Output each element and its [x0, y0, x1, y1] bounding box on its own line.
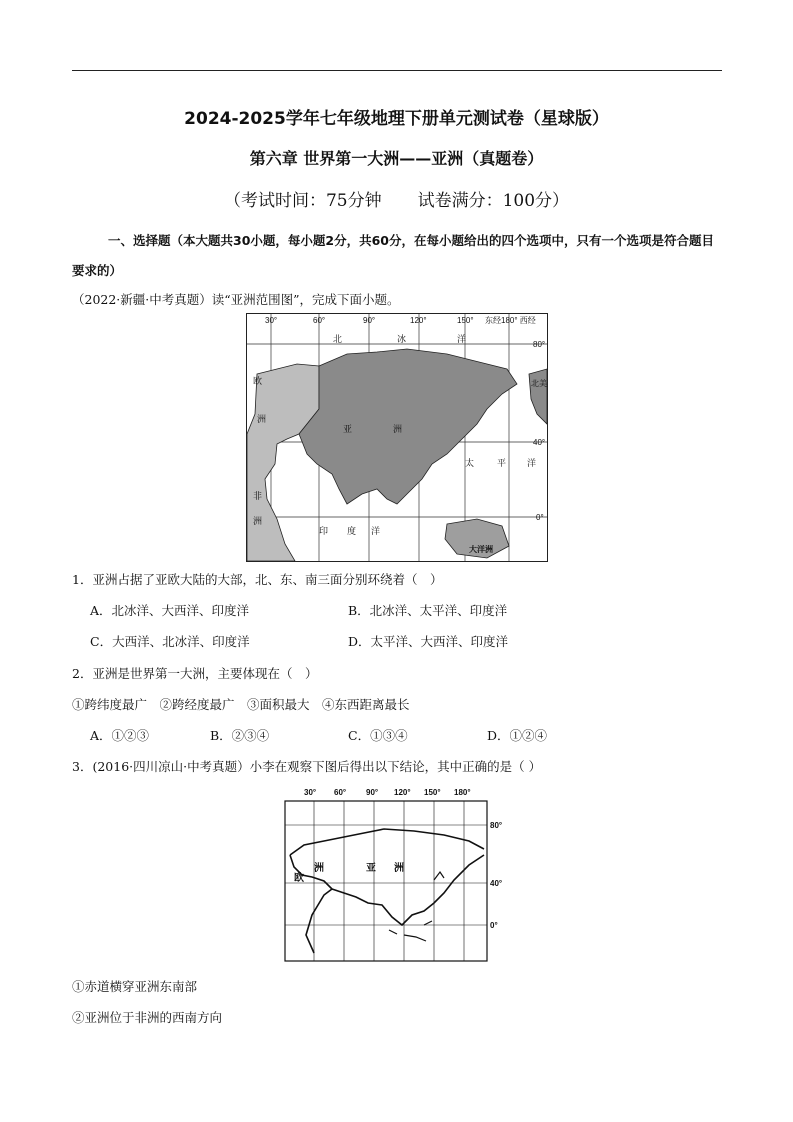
map1-lat-40: 40° — [533, 438, 546, 447]
label-bei: 北 — [333, 335, 343, 345]
q1-option-b[interactable]: B．北冰洋、太平洋、印度洋 — [348, 603, 508, 618]
asia-outline-map — [284, 785, 503, 961]
map2-lat-labels — [490, 821, 502, 930]
q1-option-d[interactable]: D．太平洋、大西洋、印度洋 — [348, 634, 509, 649]
section-heading: 一、选择题（本大题共30小题，每小题2分，共60分，在每小题给出的四个选项中，只有一个选项是符合题目要求的） — [72, 233, 714, 278]
header-rule — [72, 70, 722, 71]
graticule-2 — [285, 801, 487, 961]
map1-lat-0: 0° — [536, 513, 544, 522]
map1-label-30: 30° — [265, 316, 278, 325]
coastline — [290, 829, 484, 953]
label-yin: 印 — [319, 527, 329, 537]
label-bing: 冰 — [397, 335, 407, 345]
label-ping: 平 — [497, 459, 507, 469]
map1-lat-labels — [533, 340, 545, 522]
map2-label-ya: 亚 — [366, 863, 376, 874]
map1-label-120: 120° — [410, 316, 427, 325]
q2-option-c[interactable]: C．①③④ — [348, 728, 408, 743]
question-intro: （2022·新疆·中考真题）读“亚洲范围图”，完成下面小题。 — [72, 292, 400, 307]
label-tai: 太 — [465, 459, 475, 469]
label-zhou1: 洲 — [257, 415, 267, 425]
map2-label-60: 60° — [334, 788, 347, 797]
label-oceania: 大洋洲 — [469, 545, 493, 554]
q1-option-a[interactable]: A．北冰洋、大西洋、印度洋 — [90, 603, 250, 618]
q2-option-d[interactable]: D．①②④ — [487, 728, 548, 743]
map2-label-ou: 欧 — [294, 873, 304, 884]
label-zhou2: 洲 — [393, 425, 403, 435]
map2-lat-40: 40° — [490, 879, 503, 888]
map2-lat-0: 0° — [490, 921, 498, 930]
map2-label-30: 30° — [304, 788, 317, 797]
chapter-subtitle: 第六章 世界第一大洲——亚洲（真题卷） — [249, 149, 544, 168]
map2-label-zhou1: 洲 — [314, 863, 324, 874]
full-score: 试卷满分：100分） — [417, 191, 570, 211]
exam-info — [0, 186, 793, 211]
map2-label-150: 150° — [424, 788, 441, 797]
exam-time: （考试时间：75分钟 — [223, 191, 382, 211]
asia-map-graphic — [247, 314, 547, 561]
map1-label-90: 90° — [363, 316, 376, 325]
label-ou: 欧 — [253, 377, 263, 387]
map2-region-labels — [294, 861, 404, 884]
asia-landmass — [299, 349, 517, 504]
q2-stem: 2．亚洲是世界第一大洲，主要体现在（ ） — [72, 666, 318, 681]
map1-label-60: 60° — [313, 316, 326, 325]
q3-statement-1: ①赤道横穿亚洲东南部 — [72, 979, 198, 994]
label-fei: 非 — [253, 492, 263, 502]
map1-top-labels — [265, 315, 536, 325]
map1-lat-80: 80° — [533, 340, 546, 349]
label-yang2: 洋 — [527, 459, 537, 469]
q1-option-c[interactable]: C．大西洋、北冰洋、印度洋 — [90, 634, 250, 649]
label-north-america: 北美 — [531, 379, 547, 388]
map2-label-120: 120° — [394, 788, 411, 797]
map2-label-180: 180° — [454, 788, 471, 797]
q2-statements: ①跨纬度最广 ②跨经度最广 ③面积最大 ④东西距离最长 — [72, 697, 410, 712]
europe-africa-landmass — [247, 364, 319, 561]
page-title: 2024-2025学年七年级地理下册单元测试卷（星球版） — [184, 109, 609, 129]
label-du: 度 — [347, 527, 357, 537]
q3-statement-2: ②亚洲位于非洲的西南方向 — [72, 1010, 223, 1025]
map2-label-90: 90° — [366, 788, 379, 797]
q2-option-b[interactable]: B．②③④ — [210, 728, 270, 743]
q1-stem: 1．亚洲占据了亚欧大陆的大部，北、东、南三面分别环绕着（ ） — [72, 572, 443, 587]
label-zhou3: 洲 — [253, 517, 263, 527]
asia-range-map — [246, 313, 548, 562]
map2-label-zhou2: 洲 — [394, 863, 404, 874]
map1-label-180: 东经180° 西经 — [485, 316, 536, 325]
islands — [389, 872, 444, 941]
asia-outline-graphic — [284, 785, 514, 963]
q3-stem: 3．(2016·四川凉山·中考真题）小李在观察下图后得出以下结论，其中正确的是（ ） — [72, 759, 542, 774]
label-yang1: 洋 — [457, 335, 467, 345]
label-yang3: 洋 — [371, 527, 381, 537]
q2-option-a[interactable]: A．①②③ — [90, 728, 150, 743]
map2-top-labels — [304, 788, 471, 797]
map1-label-150: 150° — [457, 316, 474, 325]
north-america-landmass — [529, 369, 547, 424]
label-ya: 亚 — [343, 425, 353, 435]
map2-lat-80: 80° — [490, 821, 503, 830]
